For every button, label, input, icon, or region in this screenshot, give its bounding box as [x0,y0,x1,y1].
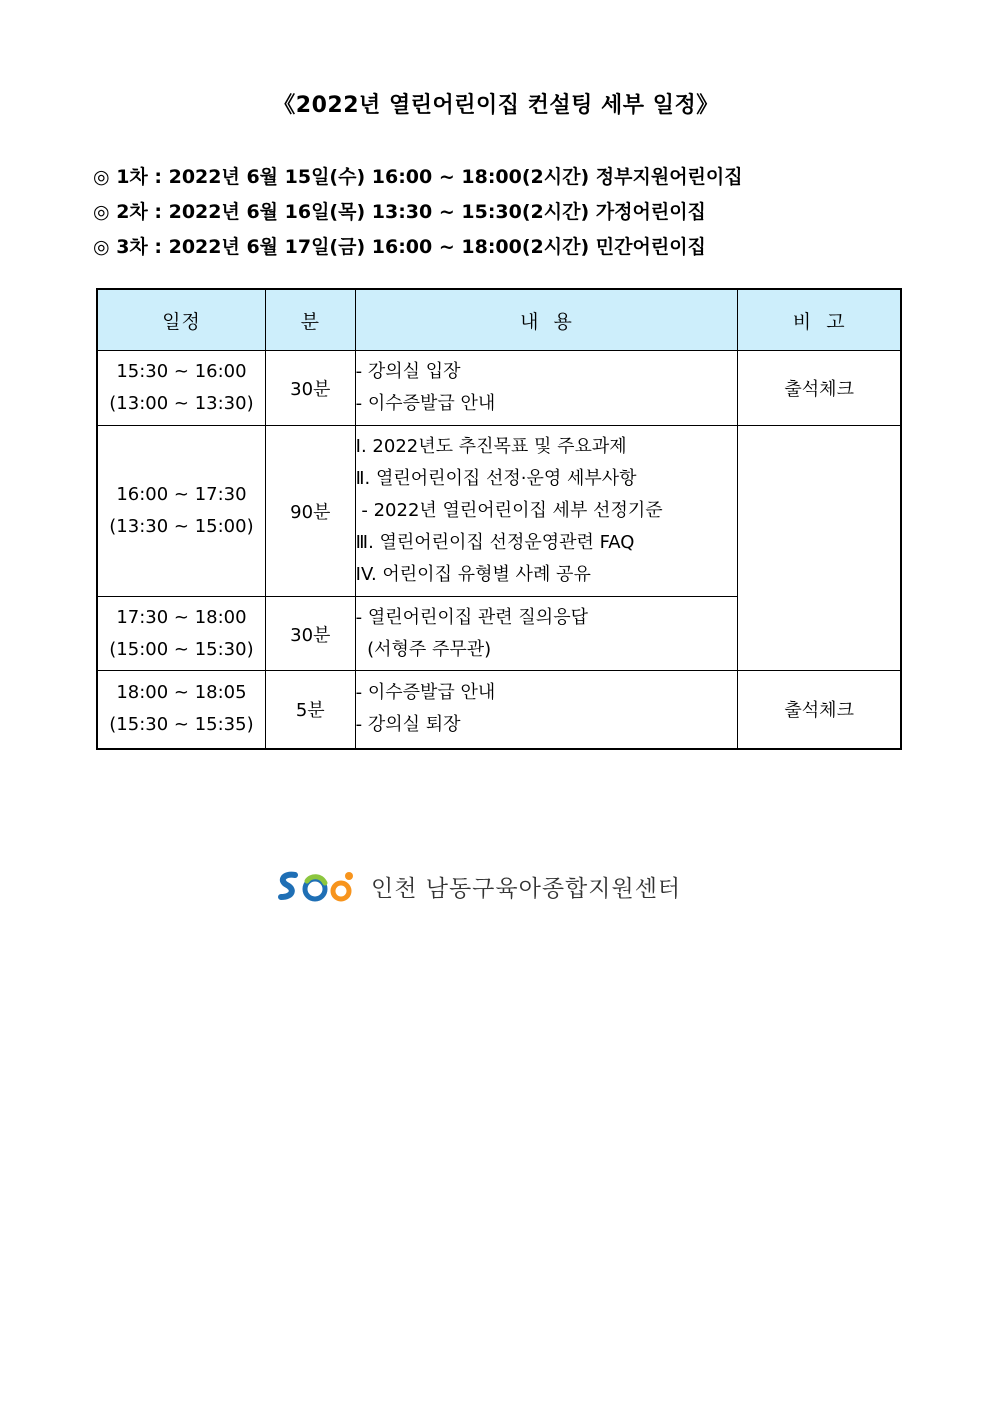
content-line: - 2022년 열린어린이집 세부 선정기준 [355,500,663,521]
time-range-alt: (15:30 ~ 15:35) [109,714,254,736]
minutes-cell: 5분 [265,671,355,749]
time-range: 15:30 ~ 16:00 [116,361,247,382]
content-line: - 이수증발급 안내 [355,682,496,704]
table-row [97,671,901,749]
content-line: Ⅰ. 2022년도 추진목표 및 주요과제 [355,436,627,457]
content-line: - 강의실 입장 [355,361,461,382]
content-line: (서형주 주무관) [355,638,492,660]
time-range: 16:00 ~ 17:30 [116,484,247,505]
center-logo-icon [275,867,359,905]
time-range-alt: (13:30 ~ 15:00) [109,516,254,537]
content-line: - 이수증발급 안내 [355,393,496,414]
header-schedule: 일정 [97,289,265,351]
content-line: - 열린어린이집 관련 질의응답 [355,606,588,628]
content-cell [355,597,738,671]
time-cell [97,671,265,749]
content-cell [355,351,738,426]
note-cell: 출석체크 [738,671,901,749]
minutes-cell: 90분 [265,426,355,597]
time-range: 17:30 ~ 18:00 [116,606,247,628]
time-range: 18:00 ~ 18:05 [116,682,247,704]
note-cell [738,426,901,671]
page-title: 《2022년 열린어린이집 컨설팅 세부 일정》 [273,93,719,118]
time-range-alt: (13:00 ~ 13:30) [109,393,254,414]
time-cell [97,426,265,597]
time-cell [97,597,265,671]
session-line-2: ◎ 2차 : 2022년 6월 16일(목) 13:30 ~ 15:30(2시간) 가정어린이집 [93,201,706,223]
content-line: Ⅱ. 열린어린이집 선정·운영 세부사항 [355,468,637,489]
schedule-table [96,288,902,750]
session-list [93,160,913,265]
session-line-3: ◎ 3차 : 2022년 6월 17일(금) 16:00 ~ 18:00(2시간) 민간어린이집 [93,236,706,258]
table-header-row [97,289,901,351]
content-line: Ⅲ. 열린어린이집 선정운영관련 FAQ [355,532,635,553]
note-cell: 출석체크 [738,351,901,426]
minutes-cell: 30분 [265,351,355,426]
content-cell [355,671,738,749]
organization-name: 인천 남동구육아종합지원센터 [371,875,682,902]
minutes-cell: 30분 [265,597,355,671]
time-range-alt: (15:00 ~ 15:30) [109,638,254,660]
content-cell [355,426,738,597]
content-line: IV. 어린이집 유형별 사례 공유 [355,564,591,585]
table-row [97,426,901,597]
header-minutes: 분 [265,289,355,351]
table-row [97,351,901,426]
header-note: 비 고 [738,289,901,351]
footer [275,866,681,906]
content-line: - 강의실 퇴장 [355,714,461,736]
time-cell [97,351,265,426]
header-content: 내 용 [355,289,738,351]
session-line-1: ◎ 1차 : 2022년 6월 15일(수) 16:00 ~ 18:00(2시간) 정부지원어린이집 [93,166,743,188]
